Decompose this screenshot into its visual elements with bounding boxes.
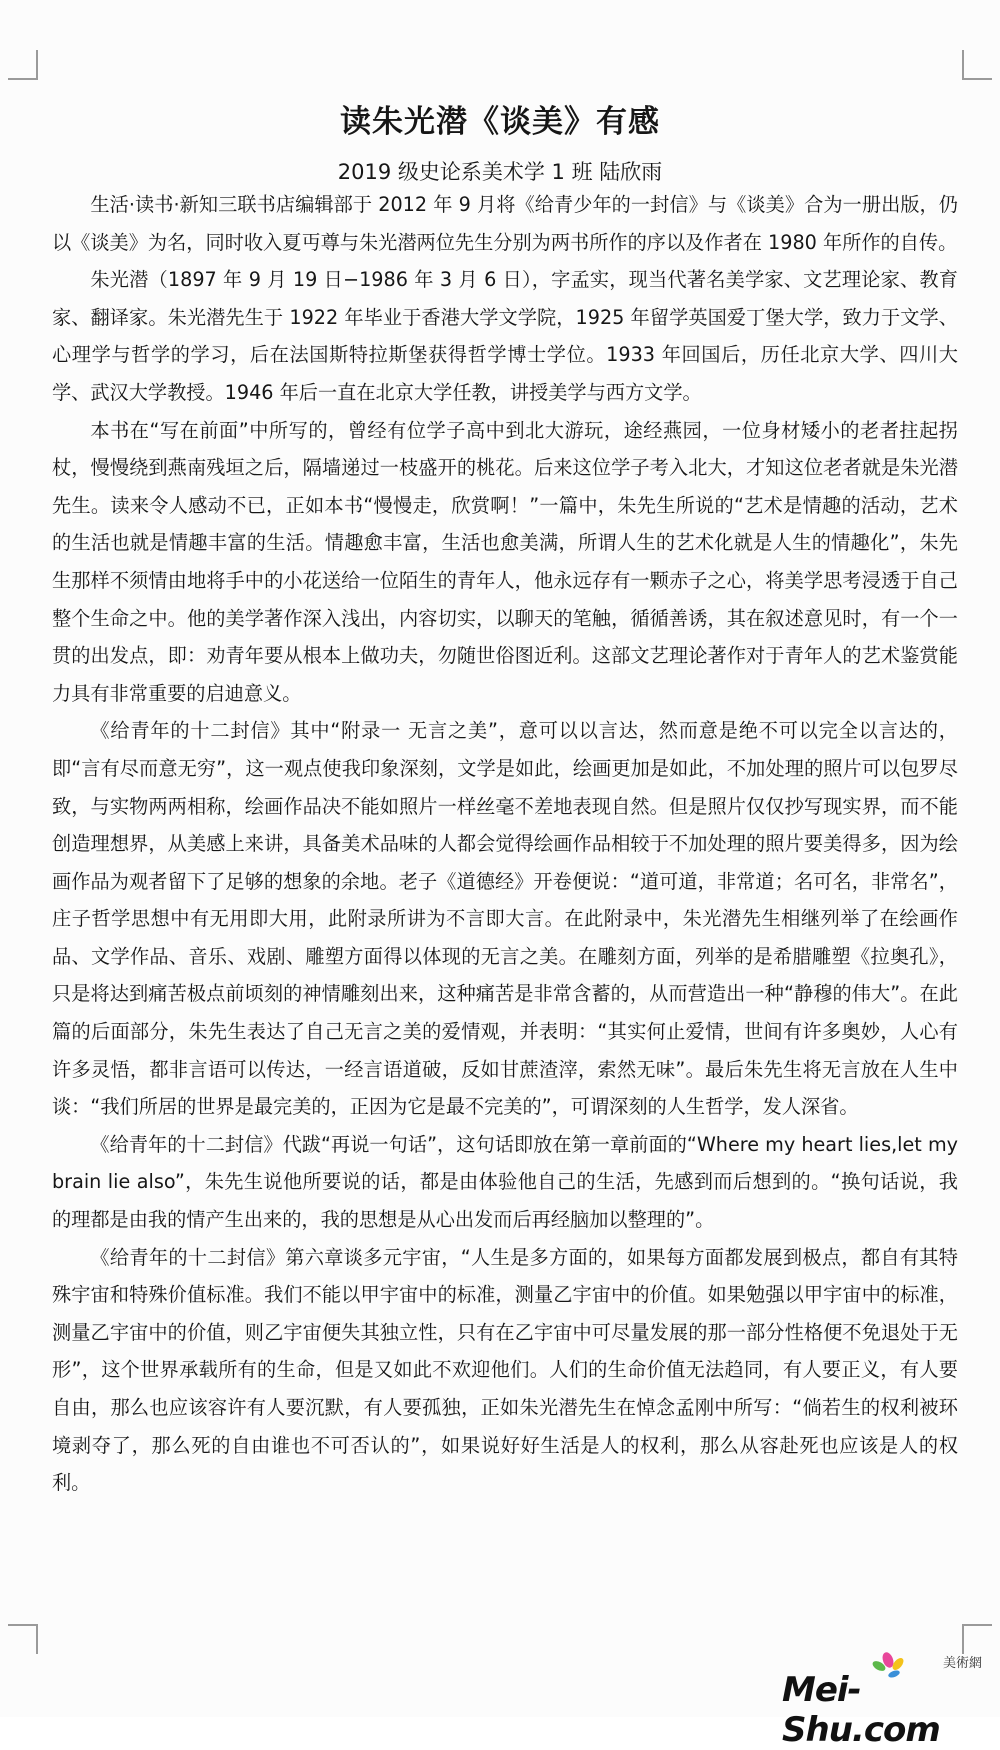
paragraph-3: 本书在“写在前面”中所写的，曾经有位学子高中到北大游玩，途经燕园，一位身材矮小的老者拄起拐杖，慢慢绕到燕南残垣之后，隔墙递过一枝盛开的桃花。后来这位学子考入北大，才知这位老者就是朱光潜先生。读来令人感动不已，正如本书“慢慢走，欣赏啊！”一篇中，朱先生所说的“艺术是情趣的活动，艺术的生活也就是情趣丰富的生活。情趣愈丰富，生活也愈美满，所谓人生的艺术化就是人生的情趣化”，朱先生那样不须情由地将手中的小花送给一位陌生的青年人，他永远存有一颗赤子之心，将美学思考浸透于自己整个生命之中。他的美学著作深入浅出，内容切实，以聊天的笔触，循循善诱，其在叙述意见时，有一个一贯的出发点，即：劝青年要从根本上做功夫，勿随世俗图近利。这部文艺理论著作对于青年人的艺术鉴赏能力具有非常重要的启迪意义。 — [52, 418, 958, 705]
paragraph-5: 《给青年的十二封信》代跋“再说一句话”，这句话即放在第一章前面的“Where my heart lies,let my brain lie also”，朱先生说他所要说的话，都是由体验他自己的生活，先感到而后想到的。“换句话说，我的理都是由我的情产生出来的，我的思想是从心出发而后再经脑加以整理的”。 — [52, 1132, 958, 1232]
paragraph-6: 《给青年的十二封信》第六章谈多元宇宙，“人生是多方面的，如果每方面都发展到极点，都自有其特殊宇宙和特殊价值标准。我们不能以甲宇宙中的标准，测量乙宇宙中的价值。如果勉强以甲宇宙中的标准，测量乙宇宙中的价值，则乙宇宙便失其独立性，只有在乙宇宙中可尽量发展的那一部分性格便不免退处于无形”，这个世界承载所有的生命，但是又如此不欢迎他们。人们的生命价值无法趋同，有人要正义，有人要自由，那么也应该容许有人要沉默，有人要孤独，正如朱光潜先生在悼念孟刚中所写：“倘若生的权利被环境剥夺了，那么死的自由谁也不可否认的”，如果说好好生活是人的权利，那么从容赴死也应该是人的权利。 — [52, 1245, 958, 1495]
logo-text: Mei-Shu.com — [782, 1670, 940, 1750]
paragraph-4: 《给青年的十二封信》其中“附录一 无言之美”，意可以以言达，然而意是绝不可以完全以言达的，即“言有尽而意无穷”，这一观点使我印象深刻，文学是如此，绘画更加是如此，不加处理的照片可以包罗尽致，与实物两两相称，绘画作品决不能如照片一样丝毫不差地表现自然。但是照片仅仅抄写现实界，而不能创造理想界，从美感上来讲，具备美术品味的人都会觉得绘画作品相较于不加处理的照片要美得多，因为绘画作品为观者留下了足够的想象的余地。老子《道德经》开卷便说：“道可道，非常道；名可名，非常名”，庄子哲学思想中有无用即大用，此附录所讲为不言即大言。在此附录中，朱光潜先生相继列举了在绘画作品、文学作品、音乐、戏剧、雕塑方面得以体现的无言之美。在雕刻方面，列举的是希腊雕塑《拉奥孔》，只是将达到痛苦极点前顷刻的神情雕刻出来，这种痛苦是非常含蓄的，从而营造出一种“静穆的伟大”。在此篇的后面部分，朱先生表达了自己无言之美的爱情观，并表明：“其实何止爱情，世间有许多奥妙，人心有许多灵悟，都非言语可以传达，一经言语道破，反如甘蔗渣滓，索然无味”。最后朱先生将无言放在人生中谈：“我们所居的世界是最完美的，正因为它是最不完美的”，可谓深刻的人生哲学，发人深省。 — [52, 719, 958, 1119]
document-body — [52, 186, 958, 1502]
meishu-watermark-logo — [782, 1652, 982, 1750]
logo-subtitle: 美術網 — [942, 1656, 982, 1671]
crop-mark-top-left — [8, 50, 38, 80]
crop-mark-bottom-right — [962, 1624, 992, 1654]
crop-mark-top-right — [962, 50, 992, 80]
document-title: 读朱光潜《谈美》有感 — [340, 104, 660, 140]
paragraph-1: 生活·读书·新知三联书店编辑部于 2012 年 9 月将《给青少年的一封信》与《谈美》合为一册出版，仍以《谈美》为名，同时收入夏丏尊与朱光潜两位先生分别为两书所作的序以及作者在 1980 年所作的自传。 — [52, 193, 958, 254]
crop-mark-bottom-left — [8, 1624, 38, 1654]
paragraph-2: 朱光潜（1897 年 9 月 19 日−1986 年 3 月 6 日），字孟实，现当代著名美学家、文艺理论家、教育家、翻译家。朱光潜先生于 1922 年毕业于香港大学文学院，1925 年留学英国爱丁堡大学，致力于文学、心理学与哲学的学习，后在法国斯特拉斯堡获得哲学博士学位。1933 年回国后，历任北京大学、四川大学、武汉大学教授。1946 年后一直在北京大学任教，讲授美学与西方文学。 — [52, 268, 958, 404]
document-author: 2019 级史论系美术学 1 班 陆欣雨 — [337, 160, 663, 184]
